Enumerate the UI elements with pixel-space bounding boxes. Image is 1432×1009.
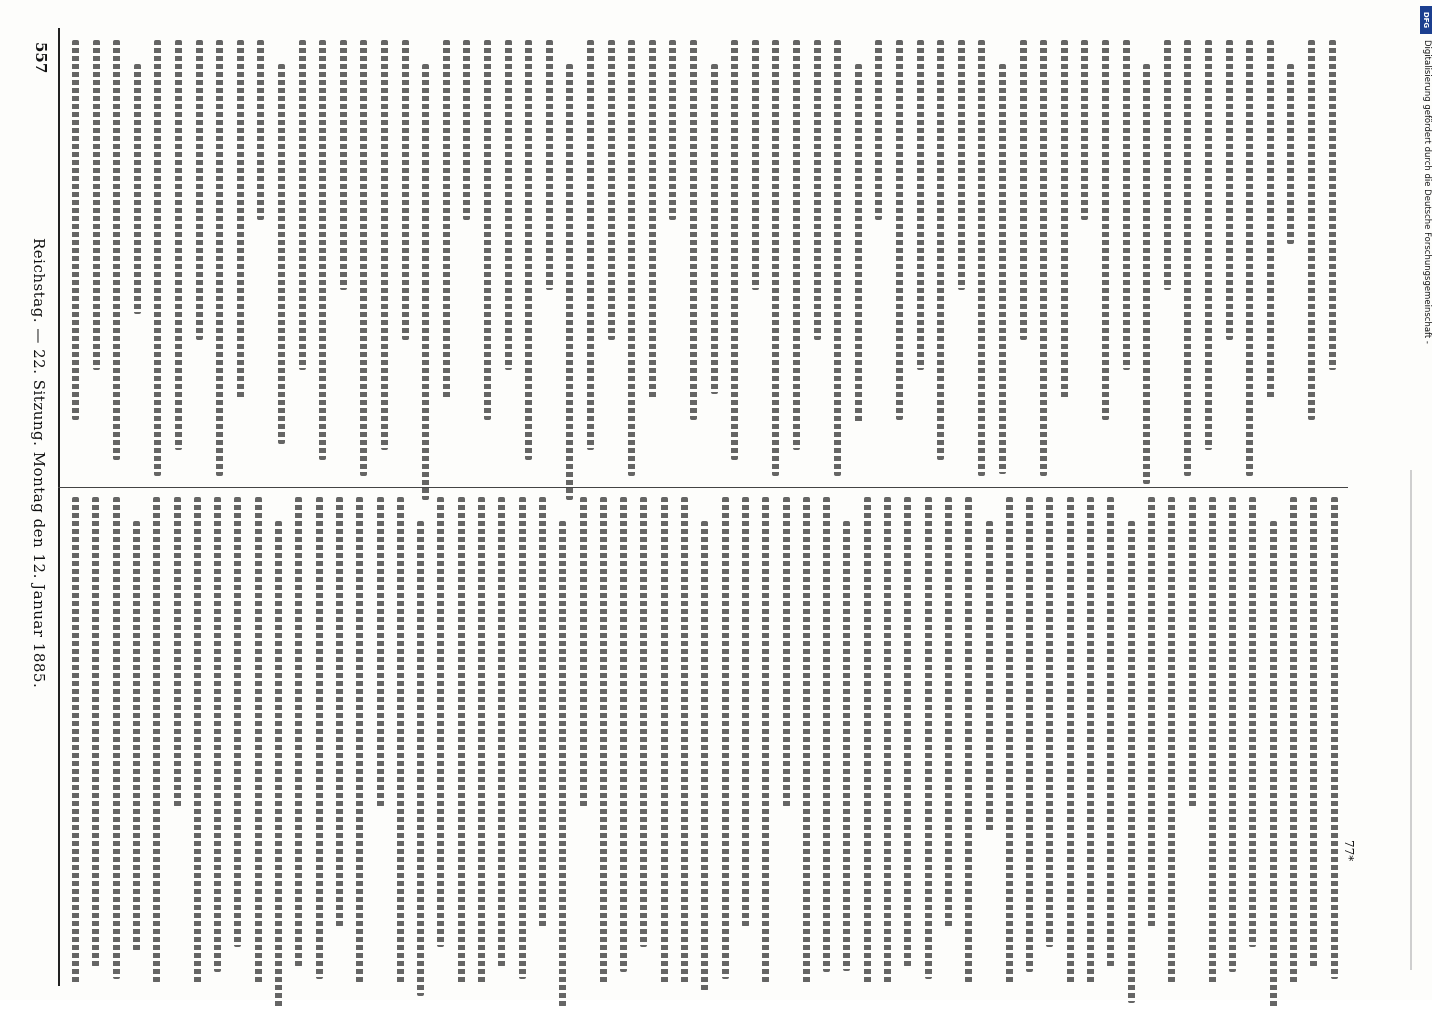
text-line [814, 40, 821, 340]
text-line [772, 40, 779, 476]
text-line [113, 497, 120, 979]
text-line [1287, 64, 1294, 244]
text-line [978, 40, 985, 476]
text-line [316, 497, 323, 979]
text-line [1270, 521, 1277, 1009]
text-line [214, 497, 221, 972]
text-line [1205, 40, 1212, 450]
text-line [1164, 40, 1171, 290]
text-line [608, 40, 615, 340]
text-line [133, 521, 140, 951]
right-text-column [72, 40, 1362, 480]
text-line [484, 40, 491, 420]
text-line [1148, 497, 1155, 927]
text-line [92, 497, 99, 967]
text-line [216, 40, 223, 476]
text-line [1046, 497, 1053, 947]
text-line [864, 497, 871, 985]
text-line [986, 521, 993, 831]
text-line [1040, 40, 1047, 476]
text-line [752, 40, 759, 290]
text-line [196, 40, 203, 340]
text-line [762, 497, 769, 983]
text-line [1209, 497, 1216, 985]
text-line [93, 40, 100, 370]
text-line [1310, 497, 1317, 967]
text-line [917, 40, 924, 370]
text-line [299, 40, 306, 370]
text-line [1168, 497, 1175, 983]
text-line [566, 64, 573, 500]
text-line [793, 40, 800, 450]
text-line [72, 40, 79, 420]
text-line [275, 521, 282, 1009]
header-rule [58, 28, 60, 986]
text-line [834, 40, 841, 476]
text-line [1107, 497, 1114, 967]
text-line [1229, 497, 1236, 972]
text-line [443, 40, 450, 400]
text-line [559, 521, 566, 1007]
text-line [154, 40, 161, 476]
digitisation-credit-text: Digitalisierung gefördert durch die Deutsche Forschungsgemeinschaft - [1422, 40, 1432, 344]
text-line [999, 64, 1006, 474]
text-line [958, 40, 965, 290]
text-line [1246, 40, 1253, 476]
text-line [340, 40, 347, 290]
text-line [628, 40, 635, 476]
text-line [417, 521, 424, 996]
text-line [336, 497, 343, 927]
text-line [600, 497, 607, 985]
text-line [855, 64, 862, 424]
text-line [295, 497, 302, 967]
scan-edge [1410, 470, 1412, 970]
text-line [525, 40, 532, 460]
text-line [1026, 497, 1033, 972]
text-line [896, 40, 903, 420]
text-line [843, 521, 850, 971]
text-line [742, 497, 749, 927]
text-line [937, 40, 944, 460]
text-line [505, 40, 512, 370]
text-line [1087, 497, 1094, 985]
text-line [803, 497, 810, 985]
text-line [580, 497, 587, 807]
text-line [925, 497, 932, 979]
text-line [620, 497, 627, 972]
text-line [458, 497, 465, 985]
text-line [194, 497, 201, 985]
text-line [1123, 40, 1130, 370]
text-line [1189, 497, 1196, 807]
text-line [722, 497, 729, 979]
text-line [681, 497, 688, 985]
text-line [1249, 497, 1256, 947]
text-line [113, 40, 120, 460]
text-line [945, 497, 952, 927]
text-line [1308, 40, 1315, 420]
left-text-column [72, 497, 1352, 987]
text-line [783, 497, 790, 807]
digitisation-credit [1420, 6, 1432, 986]
text-line [823, 497, 830, 972]
text-line [278, 64, 285, 444]
text-line [1081, 40, 1088, 220]
text-line [1102, 40, 1109, 420]
text-line [437, 497, 444, 947]
text-line [478, 497, 485, 985]
text-line [1331, 497, 1338, 979]
text-line [884, 497, 891, 985]
text-line [649, 40, 656, 400]
text-line [1184, 40, 1191, 476]
dfg-logo: DFG [1420, 6, 1432, 34]
text-line [463, 40, 470, 220]
text-line [257, 40, 264, 220]
running-header: Reichstag. — 22. Sitzung. Montag den 12. Januar 1885. [30, 238, 48, 689]
text-line [690, 40, 697, 420]
text-line [422, 64, 429, 500]
text-line [72, 497, 79, 985]
text-line [546, 40, 553, 290]
text-line [1061, 40, 1068, 400]
text-line [1267, 40, 1274, 400]
text-line [381, 40, 388, 450]
text-line [587, 40, 594, 450]
text-line [661, 497, 668, 985]
page-number: 557 [32, 42, 50, 74]
text-line [1143, 64, 1150, 484]
text-line [153, 497, 160, 983]
text-line [319, 40, 326, 460]
text-line [539, 497, 546, 927]
text-line [356, 497, 363, 983]
text-line [360, 40, 367, 476]
text-line [1006, 497, 1013, 985]
signature-mark: 77* [1342, 840, 1356, 862]
text-line [875, 40, 882, 220]
text-line [1290, 497, 1297, 985]
text-line [1020, 40, 1027, 340]
text-line [377, 497, 384, 807]
text-line [175, 40, 182, 450]
text-line [640, 497, 647, 947]
text-line [731, 40, 738, 460]
text-line [904, 497, 911, 967]
text-line [711, 64, 718, 394]
text-line [1067, 497, 1074, 985]
text-line [397, 497, 404, 985]
text-line [1128, 521, 1135, 1003]
text-line [519, 497, 526, 979]
text-line [669, 40, 676, 220]
text-line [965, 497, 972, 983]
text-line [255, 497, 262, 985]
text-line [1329, 40, 1336, 370]
text-line [174, 497, 181, 807]
text-line [237, 40, 244, 400]
text-line [234, 497, 241, 947]
column-divider [58, 487, 1348, 488]
text-line [134, 64, 141, 314]
text-line [498, 497, 505, 967]
text-line [701, 521, 708, 991]
text-line [402, 40, 409, 340]
text-line [1226, 40, 1233, 340]
